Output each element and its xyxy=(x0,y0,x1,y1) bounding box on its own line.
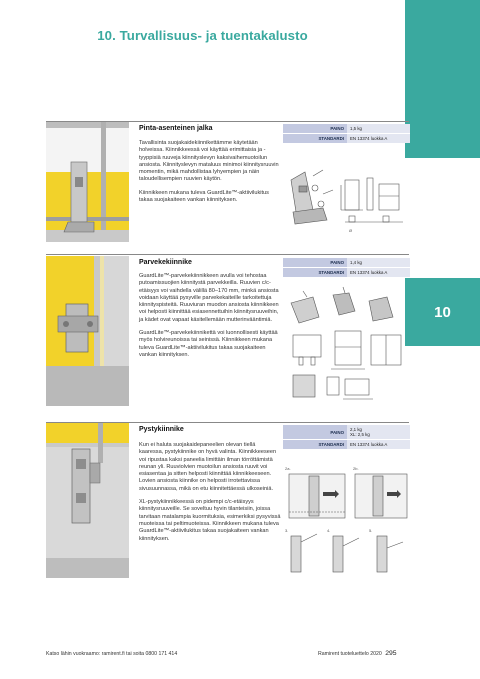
spec-value: 1,4 kg xyxy=(347,258,410,268)
technical-drawing xyxy=(283,462,410,580)
svg-text:5.: 5. xyxy=(369,528,373,533)
svg-text:2b.: 2b. xyxy=(353,466,359,471)
footer-contact: Katso lähin vuokraamo: ramirent.fi tai soita 0800 171 414 xyxy=(46,651,178,657)
spec-table xyxy=(283,258,410,277)
paragraph: XL-pystykiinnikkeessä on pidempi c/c-etäisyys kiinnitysruuveille. Se soveltuu hyvin tilanteisiin, joissa tarvitaan matalampia kuormituksia, esimerkiksi pysyvissä muoteissa tai peltimuoteissa. Kiinnikkeen mukana tuleva GuardLite™-aktiivilukitus takaa suojakaiteen vankan kiinnityksen. xyxy=(139,499,281,542)
spec-key: PAINO xyxy=(283,258,347,268)
spec-key: PAINO xyxy=(283,425,347,440)
paragraph: GuardLite™-parvekekiinnikkeen avulla voi tehostaa putoamissuojien kiinnitystä parvekkeilla. Ruuvien c/c-etäisyys voi vaihdella välillä 80–170 mm, minkä ansiosta voidaan käyttää pysyville parvekekaiteille tarkoitettuja kiinnityspisteitä. Ruuviuran muodon ansiosta kiinnikkeen voi helposti kiinnittää esiasennettuihin kiinnitysruuveihin, ja kädet ovat vapaat käsitellemään mutterinvääntimiä. xyxy=(139,273,279,323)
paragraph: Tavallisinta suojakaidekiinnikettämme käytetään holveissa. Kiinnikkeessä voi käyttää erimittaisia ja -tyyppisiä ruuveja kiinnityslevyn kaksivaihemuotoilun ansiosta. Kiinnityslevyn mataluus minimoi kiinnitysruuvin momentin, mikä mahdollistaa lyhyempien ja näin taloudellisempien ruuvien käytön. xyxy=(139,140,279,183)
product-photo-balcony-bracket xyxy=(46,256,129,406)
technical-drawing xyxy=(283,150,410,240)
spec-value xyxy=(347,425,410,440)
section-title: Parvekekiinnike xyxy=(139,259,192,266)
spec-table xyxy=(283,124,410,143)
chapter-tab-top xyxy=(405,0,480,158)
section-title: Pinta-asenteinen jalka xyxy=(139,125,213,132)
spec-key: PAINO xyxy=(283,124,347,134)
spec-table xyxy=(283,425,410,449)
section-title: Pystykiinnike xyxy=(139,426,184,433)
spec-key: STANDARDI xyxy=(283,268,347,278)
svg-text:4.: 4. xyxy=(327,528,331,533)
footer-catalog xyxy=(318,650,397,657)
page-number: 295 xyxy=(385,650,397,657)
spec-value: EN 13374 luokka A xyxy=(347,440,410,450)
spec-value: 1,5 kg xyxy=(347,124,410,134)
svg-text:Ø: Ø xyxy=(349,228,353,233)
spec-value: EN 13374 luokka A xyxy=(347,134,410,144)
section-description xyxy=(139,273,281,365)
page-title: 10. Turvallisuus- ja tuentakalusto xyxy=(97,28,308,43)
product-photo-surface-foot xyxy=(46,122,129,242)
spec-value: EN 13374 luokka A xyxy=(347,268,410,278)
spec-value-line: XL: 2,5 kg xyxy=(350,432,370,437)
spec-key: STANDARDI xyxy=(283,440,347,450)
spec-key: STANDARDI xyxy=(283,134,347,144)
technical-drawing xyxy=(283,283,410,405)
spec-value-line: 2,1 kg xyxy=(350,427,362,432)
catalog-name: Ramirent tuoteluettelo 2020 xyxy=(318,651,382,657)
section-description xyxy=(139,442,281,549)
paragraph: Kiinnikkeen mukana tuleva GuardLite™-aktiivilukitus takaa suojakaiteen vankan kiinnityksen. xyxy=(139,189,269,204)
section-divider xyxy=(46,254,409,255)
svg-text:2a.: 2a. xyxy=(285,466,291,471)
section-description xyxy=(139,140,281,210)
paragraph: GuardLite™-parvekekiinnikettä voi luonnollisesti käyttää myös holvireunoissa tai seinissä. Kiinnikkeen mukana tuleva GuardLite™-aktiivilukitus takaa suojakaiteen vankan kiinnityksen. xyxy=(139,330,278,358)
product-photo-vertical-bracket xyxy=(46,423,129,578)
chapter-tab: 10 xyxy=(405,278,480,346)
svg-text:3.: 3. xyxy=(285,528,289,533)
paragraph: Kun ei haluta suojakaidepaneelien olevan tiellä kaaressa, pystykiinnike on hyvä valinta. Kiinnikkeeseen voi ripustaa kaksi paneelia limittäin ilman törröttämistä reunan yli. Ruuviolvien muotoilun ansiosta ruuvit voi esiasentaa ja sitten helposti kiinnittää kiinnikkeeseen. Lovien ansiosta kiinnike on helposti irrotettavissa sivusuunnassa, mikä on etu kiinnitettäessä ulkoseiniä. xyxy=(139,442,277,492)
